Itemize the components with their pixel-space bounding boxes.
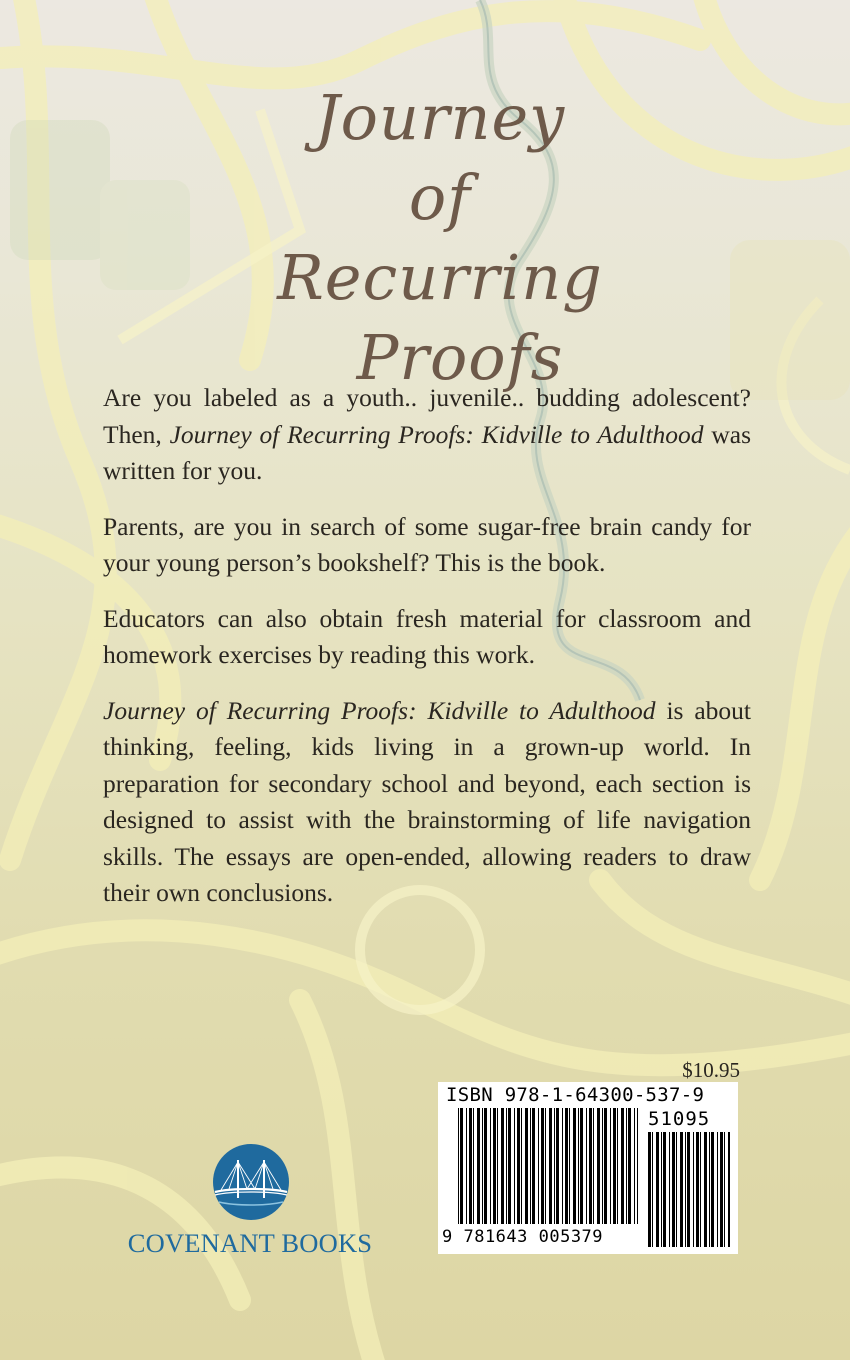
blurb-paragraph-3: Educators can also obtain fresh material for classroom and homework exercises by reading this work.	[103, 603, 751, 669]
isbn-barcode	[438, 1082, 738, 1254]
barcode-bar	[628, 1108, 631, 1224]
isbn-label: ISBN 978-1-64300-537-9	[446, 1084, 705, 1106]
barcode-bar	[680, 1132, 683, 1247]
barcode-bar	[514, 1108, 515, 1224]
barcode-bar	[562, 1108, 563, 1224]
barcode-bar	[672, 1132, 675, 1247]
blurb-book-title: Journey of Recurring Proofs: Kidville to Adulthood	[103, 695, 656, 725]
barcode-bar	[484, 1108, 487, 1224]
blurb-paragraph-1	[103, 380, 751, 490]
price-label: $10.95	[682, 1058, 740, 1082]
barcode-bar	[617, 1108, 618, 1224]
barcode-bar	[696, 1132, 699, 1247]
barcode-bar	[501, 1108, 504, 1224]
barcode-bar	[538, 1108, 539, 1224]
barcode-bar	[637, 1108, 638, 1224]
barcode-bar	[473, 1108, 474, 1224]
barcode-bar	[532, 1108, 535, 1224]
barcode-bar	[508, 1108, 511, 1224]
blurb-text: is about thinking, feeling, kids living in a grown-up world. In preparation for secondary school and beyond, each section is designed to assist with the brainstorming of life navigation skills. The essays are open-ended, allowing readers to draw their own conclusions.	[103, 695, 751, 907]
barcode-bar	[569, 1108, 570, 1224]
barcode-bar	[580, 1108, 583, 1224]
barcode-bar	[717, 1132, 718, 1247]
barcode-bar	[525, 1108, 528, 1224]
barcode-bar	[661, 1132, 662, 1247]
blurb-text: Are you labeled as a youth.. juvenile.. budding adolescent? Then,	[103, 383, 751, 449]
barcode-bar	[506, 1108, 507, 1224]
barcode-bar	[724, 1132, 725, 1247]
title-line-3: Proofs	[356, 321, 564, 394]
barcode-bar	[626, 1108, 627, 1224]
barcode-bar	[602, 1108, 603, 1224]
barcode-ean-digits: 9 781643 005379	[442, 1227, 604, 1247]
barcode-bar	[676, 1132, 677, 1247]
blurb-text: was written for you.	[103, 419, 751, 485]
book-title	[250, 78, 630, 398]
barcode-bar	[634, 1108, 635, 1224]
barcode-bar	[554, 1108, 555, 1224]
barcode-bar	[709, 1132, 710, 1247]
barcode-bar	[586, 1108, 587, 1224]
publisher-name: COVENANT BOOKS	[127, 1228, 373, 1258]
book-blurb	[103, 380, 751, 931]
blurb-paragraph-2: Parents, are you in search of some sugar-free brain candy for your young person’s bookshelf? This is the book.	[103, 511, 751, 577]
barcode-bar	[621, 1108, 624, 1224]
title-line-1: Journey	[314, 81, 566, 154]
barcode-bar	[521, 1108, 522, 1224]
barcode-bar	[573, 1108, 576, 1224]
barcode-bar	[711, 1132, 714, 1247]
barcode-bar	[593, 1108, 594, 1224]
barcode-bar	[685, 1132, 686, 1247]
barcode-bar	[720, 1132, 723, 1247]
blurb-book-title: Journey of Recurring Proofs: Kidville to Adulthood	[169, 419, 704, 449]
barcode-bar	[728, 1132, 730, 1247]
barcode-bar	[604, 1108, 607, 1224]
barcode-bar	[466, 1108, 467, 1224]
barcode-bar	[597, 1108, 600, 1224]
barcode-bar	[648, 1132, 651, 1247]
title-line-2: of Recurring	[277, 161, 603, 314]
barcode-bar	[469, 1108, 472, 1224]
barcode-bar	[687, 1132, 690, 1247]
barcode-bar	[490, 1108, 491, 1224]
barcode-bar	[578, 1108, 579, 1224]
barcode-bar	[663, 1132, 666, 1247]
barcode-bar	[610, 1108, 611, 1224]
blurb-paragraph-4	[103, 693, 751, 912]
barcode-bar	[700, 1132, 701, 1247]
barcode-bar	[530, 1108, 531, 1224]
barcode-bar	[460, 1108, 463, 1224]
barcode-bar	[669, 1132, 670, 1247]
bridge-circle-icon	[211, 1142, 291, 1222]
barcode-bar	[482, 1108, 483, 1224]
barcode-bar	[704, 1132, 707, 1247]
barcode-bar	[565, 1108, 568, 1224]
barcode-bar	[589, 1108, 592, 1224]
barcode-bar	[493, 1108, 496, 1224]
barcode-bar	[541, 1108, 544, 1224]
barcode-bar	[656, 1132, 659, 1247]
barcode-bar	[545, 1108, 546, 1224]
barcode-bar	[693, 1132, 694, 1247]
barcode-bar	[652, 1132, 653, 1247]
barcode-bar	[613, 1108, 616, 1224]
barcode-bar	[549, 1108, 552, 1224]
barcode-bar	[477, 1108, 480, 1224]
barcode-bar	[497, 1108, 498, 1224]
barcode-bar	[556, 1108, 559, 1224]
barcode-addon-digits: 51095	[648, 1108, 711, 1130]
barcode-bar	[517, 1108, 520, 1224]
barcode-bar	[458, 1108, 459, 1224]
